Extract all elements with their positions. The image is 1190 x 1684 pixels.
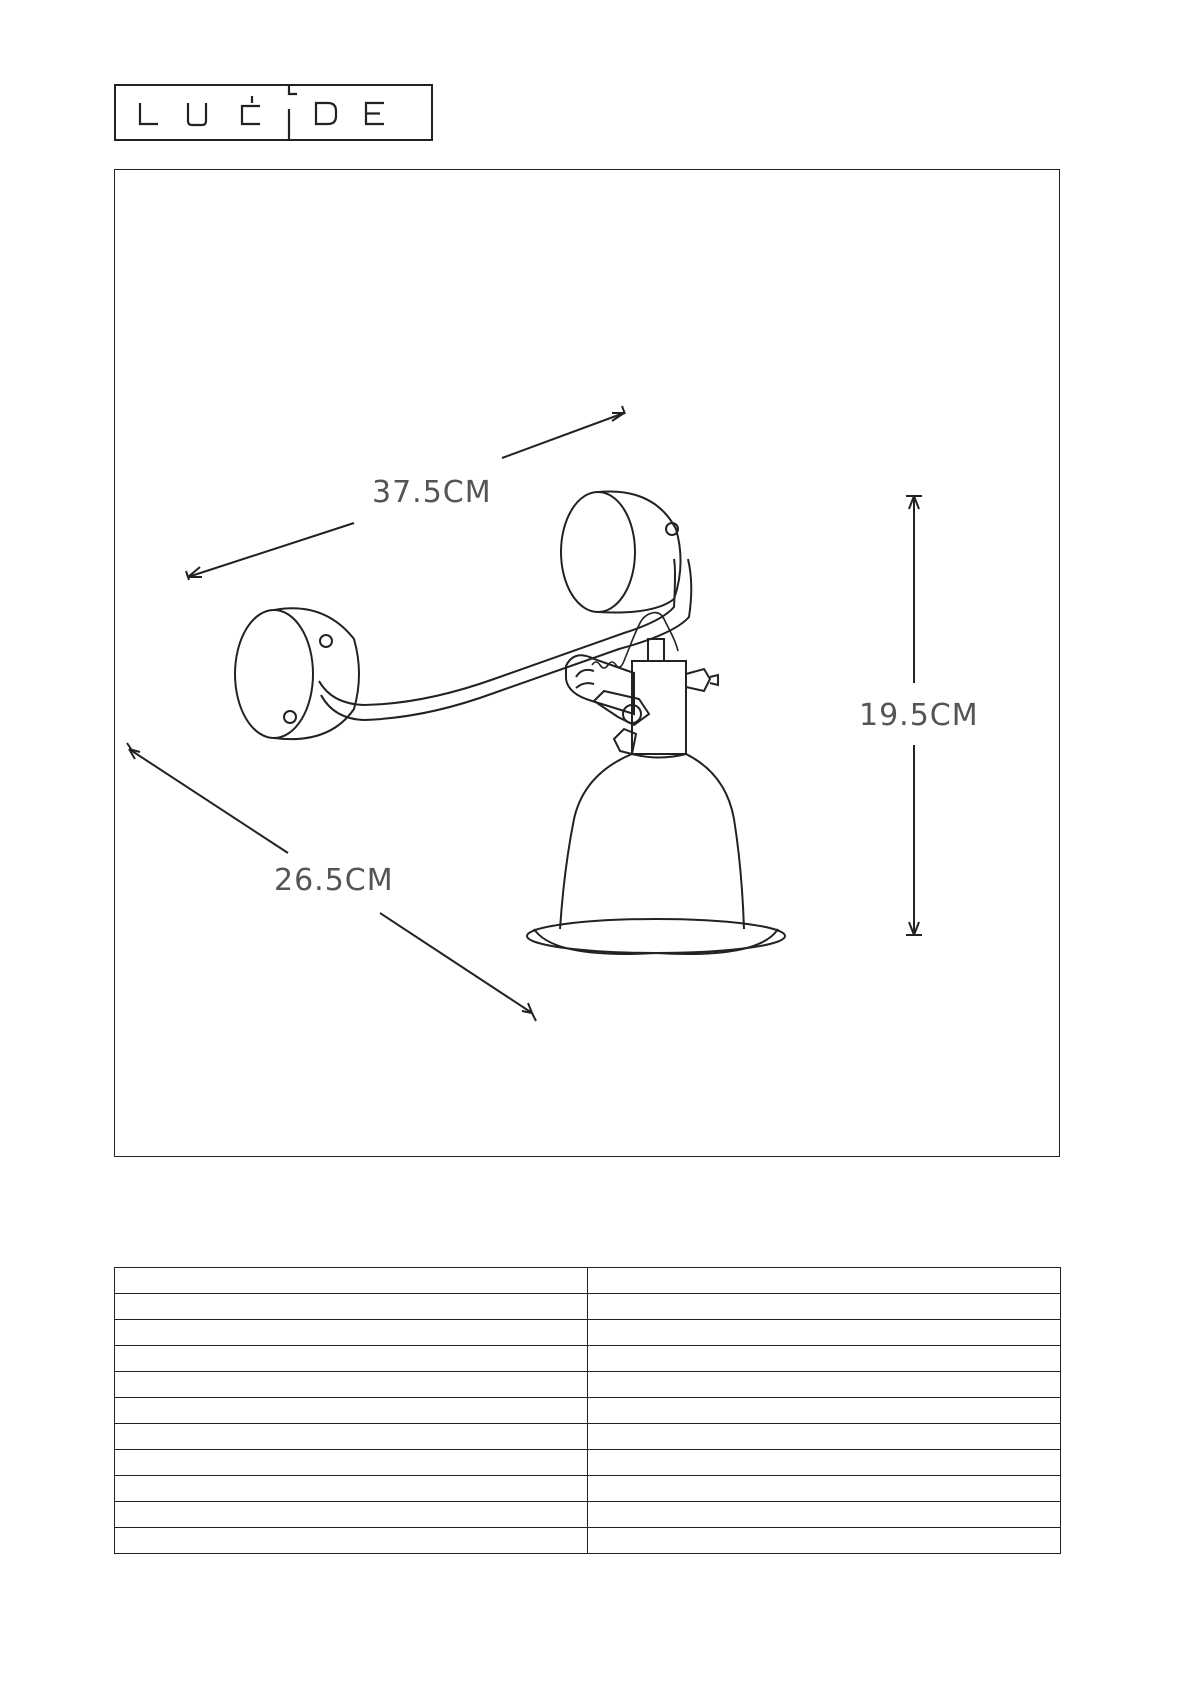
table-row — [115, 1268, 1061, 1294]
spec-value-cell — [588, 1398, 1061, 1424]
spec-value-cell — [588, 1294, 1061, 1320]
lamp-socket — [632, 639, 718, 758]
spec-value-cell — [588, 1450, 1061, 1476]
spec-label-cell — [115, 1268, 588, 1294]
spec-label-cell — [115, 1346, 588, 1372]
spec-label-cell — [115, 1424, 588, 1450]
back-wall-plate — [235, 608, 359, 739]
spec-value-cell — [588, 1424, 1061, 1450]
lamp-drawing — [114, 169, 1060, 1157]
spec-label-cell — [115, 1320, 588, 1346]
spec-value-cell — [588, 1320, 1061, 1346]
lamp-clamp — [566, 655, 649, 754]
table-row — [115, 1398, 1061, 1424]
technical-drawing — [114, 169, 1060, 1157]
spec-value-cell — [588, 1372, 1061, 1398]
spec-value-cell — [588, 1476, 1061, 1502]
spec-label-cell — [115, 1398, 588, 1424]
lamp-arm — [319, 559, 691, 720]
table-row — [115, 1424, 1061, 1450]
spec-value-cell — [588, 1346, 1061, 1372]
depth-dimension-label: 26.5CM — [274, 863, 394, 898]
spec-value-cell — [588, 1502, 1061, 1528]
spec-label-cell — [115, 1450, 588, 1476]
table-row — [115, 1320, 1061, 1346]
logo-lettering — [114, 84, 433, 141]
table-row — [115, 1294, 1061, 1320]
brand-logo — [114, 84, 433, 141]
spec-value-cell — [588, 1268, 1061, 1294]
table-row — [115, 1450, 1061, 1476]
specification-table — [114, 1267, 1061, 1554]
table-row — [115, 1346, 1061, 1372]
spec-label-cell — [115, 1502, 588, 1528]
spec-label-cell — [115, 1476, 588, 1502]
table-row — [115, 1372, 1061, 1398]
table-row — [115, 1502, 1061, 1528]
width-dimension-label: 37.5CM — [372, 475, 492, 510]
table-row — [115, 1528, 1061, 1554]
spec-label-cell — [115, 1528, 588, 1554]
spec-label-cell — [115, 1294, 588, 1320]
front-wall-plate — [561, 491, 681, 612]
spec-value-cell — [588, 1528, 1061, 1554]
table-row — [115, 1476, 1061, 1502]
height-dimension-label: 19.5CM — [859, 698, 979, 733]
spec-label-cell — [115, 1372, 588, 1398]
lamp-shade — [527, 754, 785, 954]
